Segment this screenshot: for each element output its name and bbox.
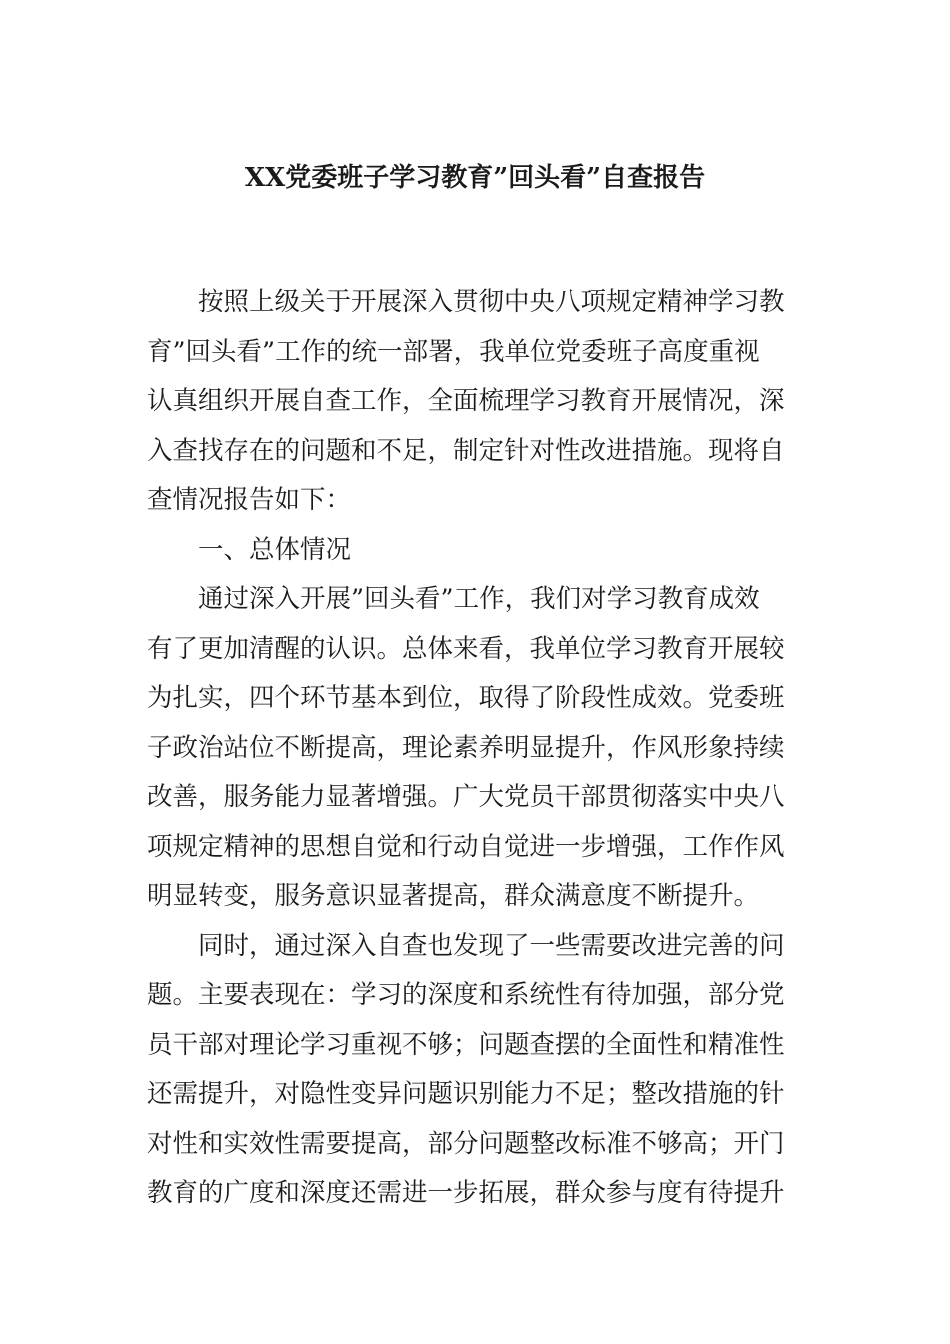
text-line: 对性和实效性需要提高，部分问题整改标准不够高；开门: [147, 1128, 785, 1159]
text-line: 按照上级关于开展深入贯彻中央八项规定精神学习教: [198, 287, 785, 317]
paragraph-problems: [147, 922, 809, 1219]
section-heading-overall: [147, 526, 809, 576]
text-line: 还需提升，对隐性变异问题识别能力不足；整改措施的针: [147, 1079, 785, 1109]
text-line: 为扎实，四个环节基本到位，取得了阶段性成效。党委班: [147, 683, 785, 713]
text-line: 同时，通过深入自查也发现了一些需要改进完善的问: [198, 930, 785, 961]
text-line: 题。主要表现在：学习的深度和系统性有待加强，部分党: [147, 980, 785, 1010]
text-line: 教育的广度和深度还需进一步拓展，群众参与度有待提升: [147, 1178, 785, 1208]
text-line: 育”回头看”工作的统一部署，我单位党委班子高度重视: [147, 336, 760, 367]
text-line: 员干部对理论学习重视不够；问题查摆的全面性和精准性: [147, 1029, 785, 1060]
text-line: 有了更加清醒的认识。总体来看，我单位学习教育开展较: [147, 633, 785, 664]
text-line: 通过深入开展”回头看”工作，我们对学习教育成效: [198, 584, 760, 614]
text-line: 入查找存在的问题和不足，制定针对性改进措施。现将自: [147, 435, 785, 466]
section-heading: 一、总体情况: [198, 534, 352, 565]
text-line: 认真组织开展自查工作，全面梳理学习教育开展情况，深: [147, 386, 785, 416]
paragraph-intro: [147, 278, 809, 526]
paragraph-overall: [147, 575, 809, 922]
text-line: 项规定精神的思想自觉和行动自觉进一步增强，工作作风: [147, 831, 785, 862]
text-line: 查情况报告如下：: [147, 485, 352, 515]
document-body: [147, 278, 809, 1219]
text-line: 子政治站位不断提高，理论素养明显提升，作风形象持续: [147, 732, 785, 763]
document-title: XX党委班子学习教育”回头看”自查报告: [244, 163, 706, 193]
text-line: 明显转变，服务意识显著提高，群众满意度不断提升。: [147, 881, 760, 911]
text-line: 改善，服务能力显著增强。广大党员干部贯彻落实中央八: [147, 782, 785, 812]
